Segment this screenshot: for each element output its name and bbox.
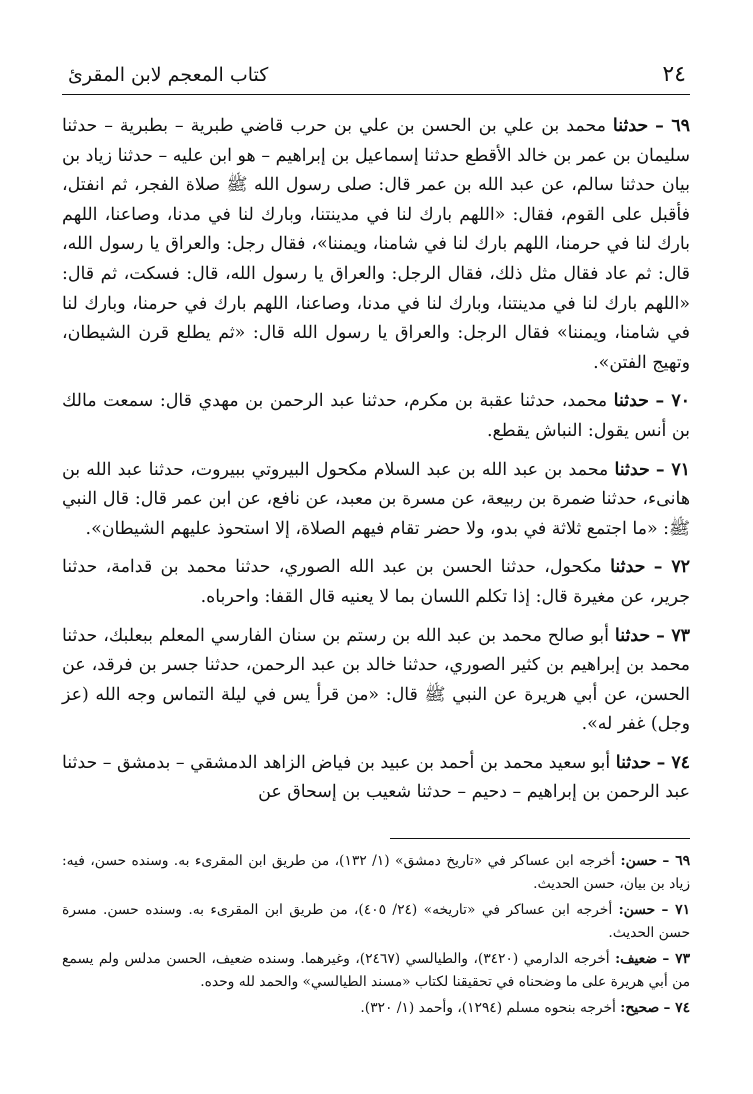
footnote — [62, 850, 690, 895]
main-text — [62, 112, 690, 817]
hadith-paragraph — [62, 456, 690, 545]
hadith-number: ٧٠ – — [655, 391, 691, 412]
hadith-paragraph — [62, 622, 690, 740]
footnote-number: ٧٤ – — [663, 1000, 690, 1016]
hadith-text: محمد بن علي بن الحسن بن علي بن حرب قاضي طبرية – بطبرية – حدثنا سليمان بن عمر بن خالد الأقطع حدثنا إسماعيل بن إبراهيم – هو ابن عليه – حدثنا زياد بن بيان حدثنا سالم، عن عبد الله بن عمر قال: صلى رسول الله ﷺ صلاة الفجر، ثم انفتل، فأقبل على القوم، فقال: «اللهم بارك لنا في مدينتنا، وبارك لنا في مدنا، وصاعنا، اللهم بارك لنا في حرمنا، اللهم بارك لنا في شامنا، ويمننا»، فقال رجل: والعراق يا رسول الله، قال: ثم عاد فقال مثل ذلك، فقال الرجل: والعراق يا رسول الله، قال: فسكت، ثم قال: «اللهم بارك لنا في مدينتنا، وبارك لنا في مدنا، وصاعنا، اللهم بارك في حرمنا، وبارك لنا في شامنا، ويمننا» فقال الرجل: والعراق يا رسول الله قال: «ثم يطلع قرن الشيطان، وتهيج الفتن». — [62, 116, 690, 373]
header-rule — [62, 94, 690, 95]
footnote — [62, 899, 690, 944]
hadith-lead: حدثنا — [615, 752, 652, 773]
hadith-lead: حدثنا — [614, 459, 650, 480]
footnote-text: أخرجه ابن عساكر في «تاريخ دمشق» (١/ ١٣٢)، من طريق ابن المقرىء به. وسنده حسن، فيه: زياد بن بيان، حسن الحديث. — [62, 853, 690, 892]
hadith-text: أبو سعيد محمد بن أحمد بن عبيد بن فياض الزاهد الدمشقي – بدمشق – حدثنا عبد الرحمن بن إبراهيم – دحيم – حدثنا شعيب بن إسحاق عن — [62, 752, 690, 803]
hadith-lead: حدثنا — [612, 116, 649, 136]
hadith-text: أبو صالح محمد بن عبد الله بن رستم بن سنان الفارسي المعلم ببعلبك، حدثنا محمد بن إبراهيم بن كثير الصوري، حدثنا خالد بن عبد الرحمن، حدثنا جسر بن فرقد، عن الحسن، عن أبي هريرة عن النبي ﷺ قال: «من قرأ يس في ليلة التماس وجه الله (عز وجل) غفر له». — [62, 625, 690, 735]
footnote-grade: صحيح: — [620, 1000, 660, 1016]
hadith-lead: حدثنا — [610, 557, 646, 578]
hadith-number: ٧٢ – — [653, 557, 691, 578]
hadith-lead: حدثنا — [613, 391, 649, 412]
hadith-text: محمد بن عبد الله بن عبد السلام مكحول البيروتي ببيروت، حدثنا عبد الله بن هانىء، حدثنا ضمرة بن ربيعة، عن مسرة بن معبد، عن نافع، عن ابن عمر قال: قال النبي ﷺ: «ما اجتمع ثلاثة في بدو، ولا حضر تقام فيهم الصلاة، إلا استحوذ عليهم الشيطان». — [62, 459, 690, 539]
footnote — [62, 948, 690, 993]
footnote-grade: ضعيف: — [615, 951, 657, 967]
hadith-number: ٧١ – — [655, 459, 691, 480]
hadith-paragraph — [62, 387, 690, 446]
footnote-number: ٦٩ – — [662, 853, 691, 869]
footnote-rule — [390, 838, 690, 839]
footnote-grade: حسن: — [618, 902, 656, 918]
page-number: ٢٤ — [662, 62, 686, 87]
footnotes — [62, 850, 690, 1024]
footnote — [62, 997, 690, 1020]
footnote-text: أخرجه ابن عساكر في «تاريخه» (٢٤/ ٤٠٥)، من طريق ابن المقرىء به. وسنده حسن. مسرة حسن الحديث. — [62, 902, 690, 941]
hadith-paragraph — [62, 553, 690, 612]
footnote-number: ٧٣ – — [662, 951, 690, 967]
hadith-number: ٧٣ – — [656, 625, 691, 646]
page-header — [62, 62, 690, 92]
hadith-paragraph — [62, 749, 690, 808]
hadith-number: ٧٤ – — [656, 752, 691, 773]
hadith-number: ٦٩ – — [655, 116, 690, 136]
running-title: كتاب المعجم لابن المقرئ — [68, 64, 269, 86]
hadith-paragraph — [62, 112, 690, 378]
footnote-text: أخرجه بنحوه مسلم (١٢٩٤)، وأحمد (١/ ٣٢٠). — [360, 1000, 616, 1016]
hadith-text: مكحول، حدثنا الحسن بن عبد الله الصوري، حدثنا محمد بن قدامة، حدثنا جرير، عن مغيرة قال: إذا تكلم اللسان بما لا يعنيه قال القفا: واحرباه. — [62, 557, 690, 607]
footnote-number: ٧١ – — [661, 902, 690, 918]
footnote-text: أخرجه الدارمي (٣٤٢٠)، والطيالسي (٢٤٦٧)، وغيرهما. وسنده ضعيف، الحسن مدلس ولم يسمع من أبي هريرة على ما وضحناه في تحقيقنا لكتاب «مسند الطيالسي» والحمد لله وحده. — [62, 951, 690, 990]
hadith-lead: حدثنا — [614, 625, 651, 646]
footnote-grade: حسن: — [620, 853, 657, 869]
hadith-text: محمد، حدثنا عقبة بن مكرم، حدثنا عبد الرحمن بن مهدي قال: سمعت مالك بن أنس يقول: النباش يقطع. — [62, 391, 690, 441]
